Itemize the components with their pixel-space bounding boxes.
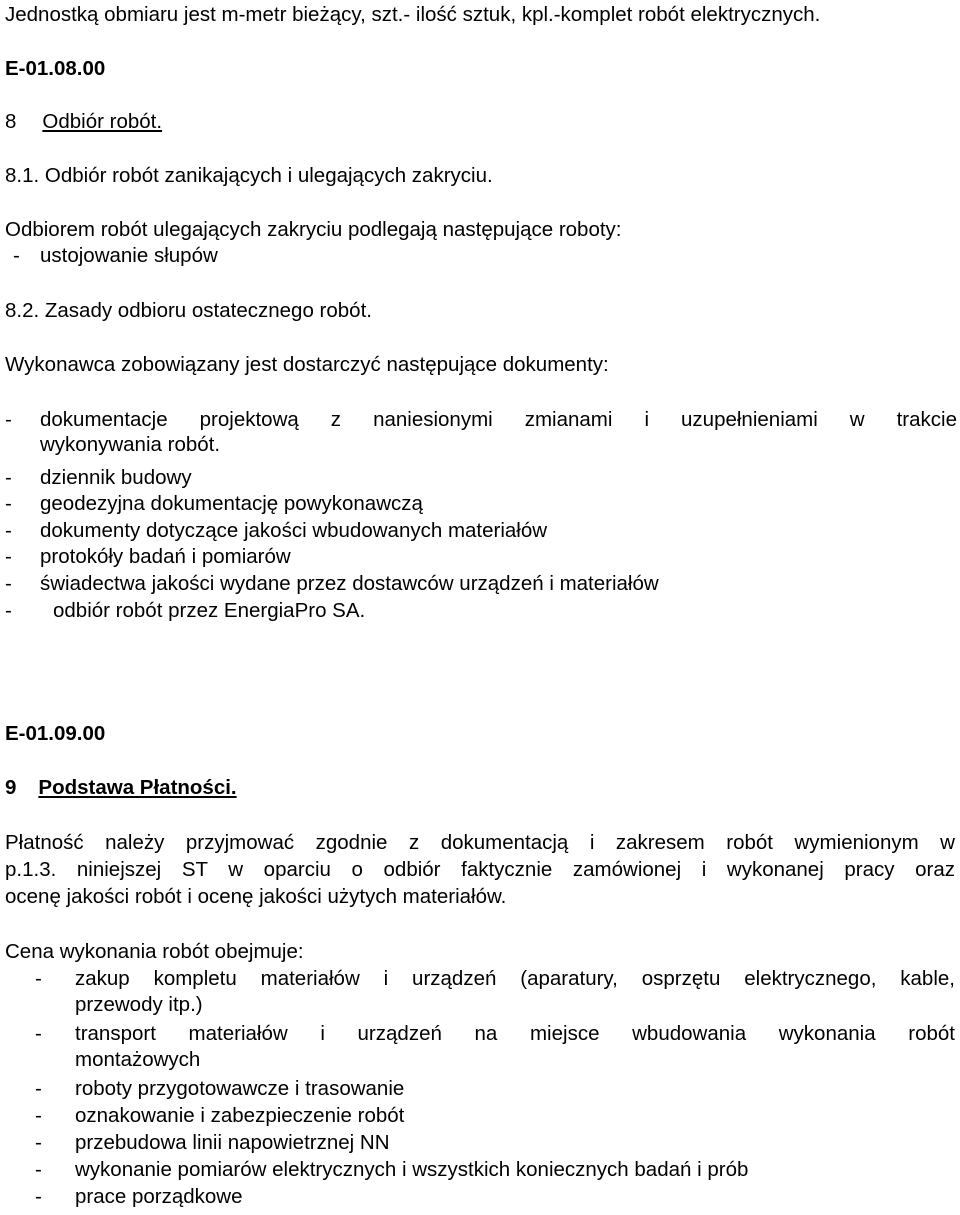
docs-list-item-1 <box>5 407 957 457</box>
list-dash: - <box>5 492 12 515</box>
list-item-text-cont: wykonywania robót. <box>40 433 221 456</box>
cost-heading: Cena wykonania robót obejmuje: <box>5 940 304 963</box>
section-8-number: 8 <box>5 110 17 133</box>
docs-list-item-6 <box>5 571 957 596</box>
list-item-text: dokumentacje projektową z naniesionymi zmianami i uzupełnieniami w trakcie <box>40 408 957 431</box>
section-8-2-heading: 8.2. Zasady odbioru ostatecznego robót. <box>5 299 372 322</box>
list-dash: - <box>35 1185 42 1208</box>
list-item-text: protokóły badań i pomiarów <box>40 545 291 568</box>
cost-list-item-4 <box>5 1103 957 1128</box>
list-dash: - <box>35 1077 42 1100</box>
section-8-heading <box>5 109 162 134</box>
payment-line-2: p.1.3. niniejszej ST w oparciu o odbiór faktycznie zamówionej i wykonanej pracy oraz <box>5 858 955 881</box>
section-8-1-heading: 8.1. Odbiór robót zanikających i ulegających zakryciu. <box>5 164 493 187</box>
list-item-text: roboty przygotowawcze i trasowanie <box>75 1077 405 1100</box>
list-item-text: wykonanie pomiarów elektrycznych i wszystkich koniecznych badań i prób <box>75 1158 749 1181</box>
list-item-text: dokumenty dotyczące jakości wbudowanych materiałów <box>40 519 548 542</box>
docs-list-item-3 <box>5 491 957 516</box>
list-dash: - <box>35 1022 42 1045</box>
list-item-text: odbiór robót przez EnergiaPro SA. <box>53 599 366 622</box>
list-item-text: ustojowanie słupów <box>40 244 218 267</box>
list-item-text-cont: przewody itp.) <box>75 993 203 1016</box>
payment-line-3: ocenę jakości robót i ocenę jakości użytych materiałów. <box>5 885 507 908</box>
section-8-1-text: Odbiorem robót ulegających zakryciu podlegają następujące roboty: <box>5 218 622 241</box>
list-dash: - <box>5 599 12 622</box>
list-item-text: oznakowanie i zabezpieczenie robót <box>75 1104 405 1127</box>
spec-code-e-01-08: E-01.08.00 <box>5 57 106 80</box>
list-item-text: geodezyjna dokumentację powykonawczą <box>40 492 423 515</box>
list-item-text: świadectwa jakości wydane przez dostawców urządzeń i materiałów <box>40 572 659 595</box>
docs-list-item-5 <box>5 544 957 569</box>
list-dash: - <box>5 545 12 568</box>
cost-list-item-2 <box>5 1021 957 1071</box>
list-dash: - <box>35 1158 42 1181</box>
list-dash: - <box>5 466 12 489</box>
list-dash: - <box>35 967 42 990</box>
payment-line-1: Płatność należy przyjmować zgodnie z dokumentacją i zakresem robót wymienionym w <box>5 831 955 854</box>
section-9-number: 9 <box>5 776 17 799</box>
list-item-text: zakup kompletu materiałów i urządzeń (aparatury, osprzętu elektrycznego, kable, <box>75 967 955 990</box>
section-8-title: Odbiór robót. <box>42 110 163 133</box>
intro-line: Jednostką obmiaru jest m-metr bieżący, szt.- ilość sztuk, kpl.-komplet robót elektrycznych. <box>5 3 821 26</box>
list-dash: - <box>35 1104 42 1127</box>
cost-list-item-7 <box>5 1184 957 1209</box>
docs-list-item-7 <box>5 598 957 623</box>
docs-list-item-2 <box>5 465 957 490</box>
list-item-text: dziennik budowy <box>40 466 192 489</box>
cost-list-item-6 <box>5 1157 957 1182</box>
list-item-text: przebudowa linii napowietrznej NN <box>75 1131 390 1154</box>
list-dash: - <box>5 572 12 595</box>
list-dash: - <box>5 519 12 542</box>
list-dash: - <box>5 408 12 431</box>
cost-list-item-1 <box>5 966 957 1016</box>
list-item-text-cont: montażowych <box>75 1048 201 1071</box>
cost-list-item-3 <box>5 1076 957 1101</box>
spec-code-e-01-09: E-01.09.00 <box>5 722 106 745</box>
list-dash: - <box>13 244 20 267</box>
list-item-text: transport materiałów i urządzeń na miejsce wbudowania wykonania robót <box>75 1022 955 1045</box>
list-dash: - <box>35 1131 42 1154</box>
cost-list-item-5 <box>5 1130 957 1155</box>
section-8-1-list-item <box>5 243 957 268</box>
docs-list-item-4 <box>5 518 957 543</box>
section-9-heading <box>5 775 237 800</box>
section-8-2-text: Wykonawca zobowiązany jest dostarczyć następujące dokumenty: <box>5 353 609 376</box>
list-item-text: prace porządkowe <box>75 1185 243 1208</box>
section-9-title: Podstawa Płatności. <box>38 776 237 799</box>
